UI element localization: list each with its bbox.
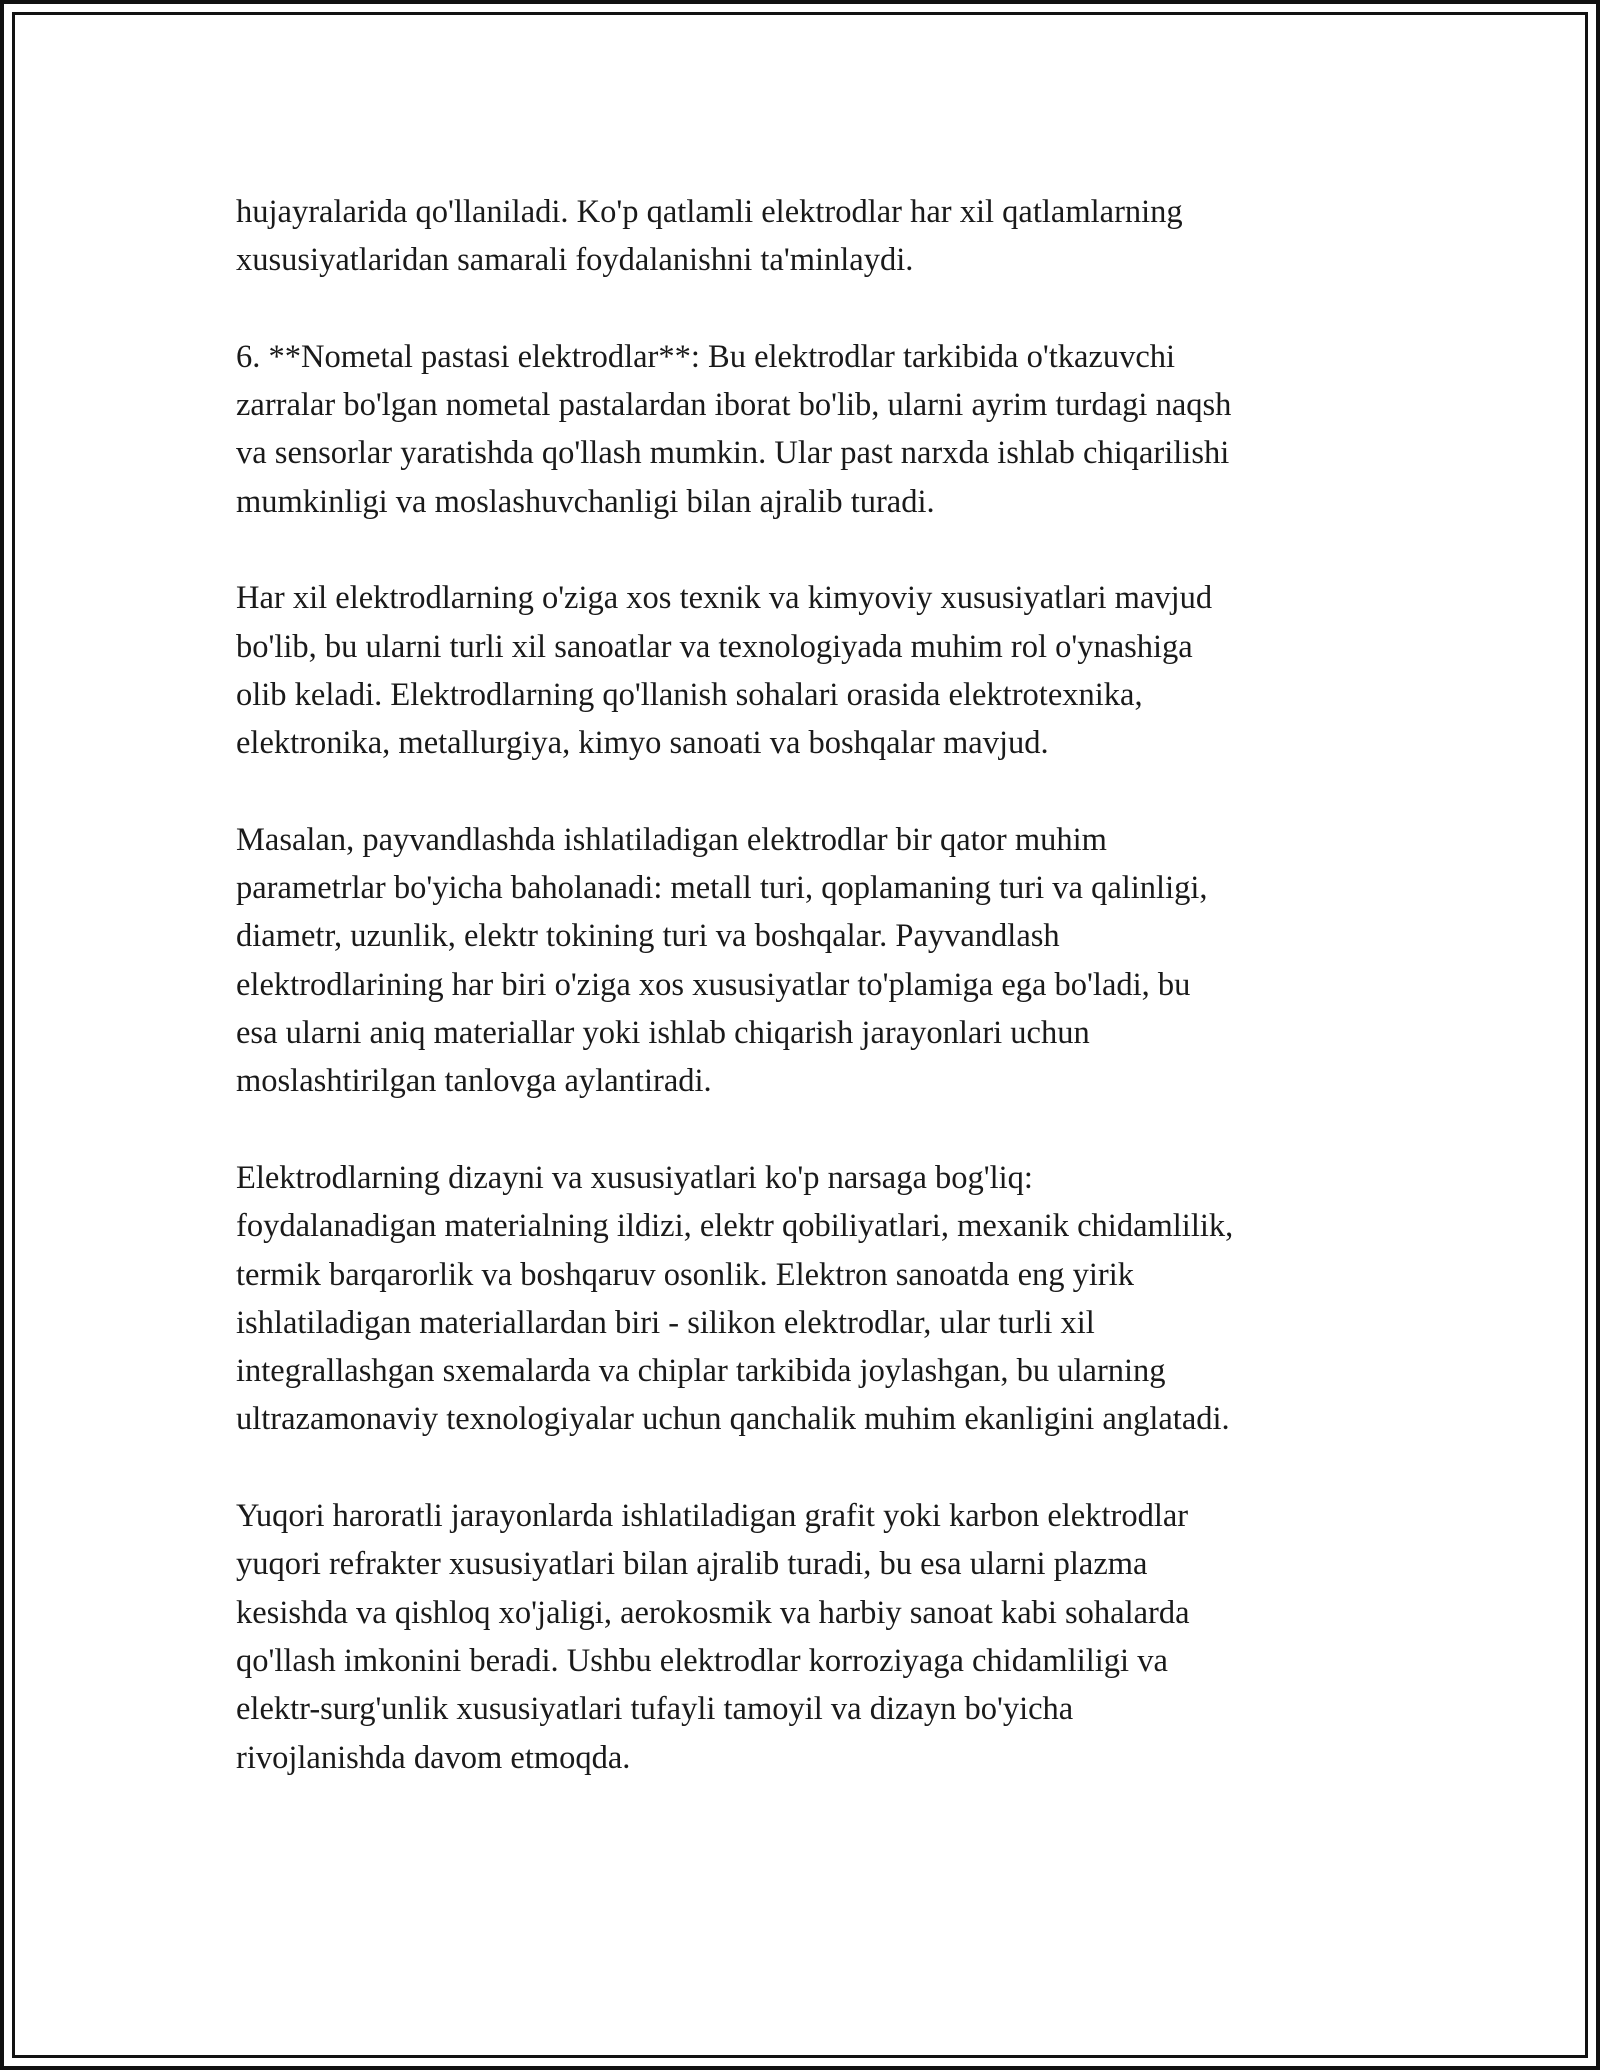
paragraph-4: Masalan, payvandlashda ishlatiladigan elektrodlar bir qator muhim parametrlar bo'yicha baholanadi: metall turi, qoplamaning turi va qalinligi, diametr, uzunlik, elektr tokining turi va boshqalar. Payvandlash elektrodlarining har biri o'ziga xos xususiyatlar to'plamiga ega bo'ladi, bu esa ularni aniq materiallar yoki ishlab chiqarish jarayonlari uchun moslashtirilgan tanlovga aylantiradi. xyxy=(236,821,1208,1100)
paragraph-2: 6. **Nometal pastasi elektrodlar**: Bu elektrodlar tarkibida o'tkazuvchi zarralar bo'lgan nometal pastalardan iborat bo'lib, ularni ayrim turdagi naqsh va sensorlar yaratishda qo'llash mumkin. Ular past narxda ishlab chiqarilishi mumkinligi va moslashuvchanligi bilan ajralib turadi. xyxy=(236,338,1232,520)
document-body xyxy=(236,188,1376,1830)
paragraph-3: Har xil elektrodlarning o'ziga xos texnik va kimyoviy xususiyatlari mavjud bo'lib, bu ularni turli xil sanoatlar va texnologiyada muhim rol o'ynashiga olib keladi. Elektrodlarning qo'llanish sohalari orasida elektrotexnika, elektronika, metallurgiya, kimyo sanoati va boshqalar mavjud. xyxy=(236,580,1213,762)
paragraph-1: hujayralarida qo'llaniladi. Ko'p qatlamli elektrodlar har xil qatlamlarning xususiyatlaridan samarali foydalanishni ta'minlaydi. xyxy=(236,194,1183,279)
paragraph-5: Elektrodlarning dizayni va xususiyatlari ko'p narsaga bog'liq: foydalanadigan materialning ildizi, elektr qobiliyatlari, mexanik chidamlilik, termik barqarorlik va boshqaruv osonlik. Elektron sanoatda eng yirik ishlatiladigan materiallardan biri - silikon elektrodlar, ular turli xil integrallashgan sxemalarda va chiplar tarkibida joylashgan, bu ularning ultrazamonaviy texnologiyalar uchun qanchalik muhim ekanligini anglatadi. xyxy=(236,1159,1234,1438)
paragraph-6: Yuqori haroratli jarayonlarda ishlatiladigan grafit yoki karbon elektrodlar yuqori refrakter xususiyatlari bilan ajralib turadi, bu esa ularni plazma kesishda va qishloq xo'jaligi, aerokosmik va harbiy sanoat kabi sohalarda qo'llash imkonini beradi. Ushbu elektrodlar korroziyaga chidamliligi va elektr-surg'unlik xususiyatlari tufayli tamoyil va dizayn bo'yicha rivojlanishda davom etmoqda. xyxy=(236,1498,1190,1776)
